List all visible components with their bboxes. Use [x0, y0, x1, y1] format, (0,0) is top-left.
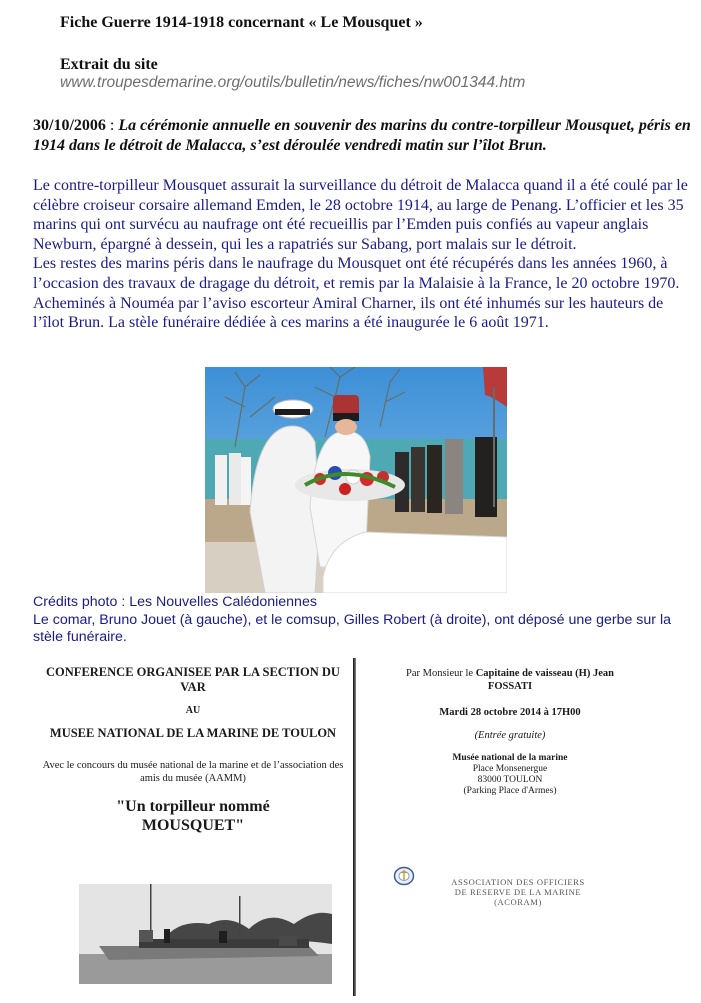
speaker-name: FOSSATI	[487, 681, 533, 692]
flyer-column-divider	[353, 658, 356, 996]
ship-photo-image	[79, 884, 332, 984]
ceremony-photo-image	[205, 367, 507, 593]
body-paragraph-2: Les restes des marins péris dans le naufrage du Mousquet ont été récupérés dans les années 1960, à l’occasion des travaux de dragage du détroit, et remis par la Malaisie à la France, le 20 octobre 1970. Acheminés à Nouméa par l’aviso escorteur Amiral Charner, ils ont été inhumés sur les hauteurs de l’îlot Brun. La stèle funéraire dédiée à ces marins a été inaugurée le 6 août 1971.	[33, 255, 680, 332]
document-title: Fiche Guerre 1914-1918 concernant « Le Mousquet »	[60, 14, 423, 31]
flyer-talk-title-1: "Un torpilleur nommé	[116, 798, 270, 815]
photo-credits: Crédits photo : Les Nouvelles Calédoniennes	[33, 594, 317, 610]
extract-label: Extrait du site	[60, 56, 158, 73]
venue-parking: (Parking Place d'Armes)	[463, 786, 557, 796]
photo-caption	[33, 594, 693, 647]
acoram-line-3: (ACORAM)	[494, 897, 542, 907]
caption-text: Le comar, Bruno Jouet (à gauche), et le comsup, Gilles Robert (à droite), ont déposé une gerbe sur la stèle funéraire.	[33, 611, 672, 645]
lead-paragraph	[33, 116, 693, 156]
flyer-heading-organizer: CONFERENCE ORGANISEE PAR LA SECTION DU VAR	[46, 665, 340, 694]
source-url: www.troupesdemarine.org/outils/bulletin/news/fiches/nw001344.htm	[60, 74, 526, 91]
acoram-logo-icon	[393, 866, 415, 886]
flyer-datetime: Mardi 28 octobre 2014 à 17H00	[439, 707, 581, 718]
venue-city: 83000 TOULON	[477, 775, 543, 785]
venue-name: Musée national de la marine	[452, 753, 568, 763]
flyer-admission: (Entrée gratuite)	[474, 730, 546, 741]
lead-separator: :	[105, 117, 119, 134]
venue-street: Place Monsenergue	[472, 764, 548, 774]
acoram-line-1: ASSOCIATION DES OFFICIERS	[451, 877, 585, 887]
acoram-block	[393, 866, 623, 916]
flyer-speaker	[360, 667, 660, 693]
speaker-rank: Capitaine de vaisseau (H) Jean	[475, 668, 614, 679]
ship-photo	[79, 884, 332, 984]
flyer-left-column	[40, 665, 346, 835]
body-paragraph-1: Le contre-torpilleur Mousquet assurait la surveillance du détroit de Malacca quand il a été coulé par le célèbre croiseur corsaire allemand Emden, le 28 octobre 1914, au large de Penang. L’officier et les 35 marins qui ont survécu au naufrage ont été recueillis par l’Emden puis confiés au vapeur anglais Newburn, épargné à dessein, qui les a rapatriés sur Sabang, port malais sur le détroit.	[33, 177, 688, 253]
speaker-prefix: Par Monsieur le	[406, 668, 476, 679]
article-body	[33, 176, 693, 333]
flyer-heading-venue: MUSEE NATIONAL DE LA MARINE DE TOULON	[49, 726, 337, 740]
acoram-line-2: DE RESERVE DE LA MARINE	[454, 887, 582, 897]
flyer-venue	[360, 753, 660, 797]
flyer-talk-title-2: MOUSQUET"	[141, 817, 245, 834]
acoram-name	[423, 877, 613, 907]
ceremony-photo	[205, 367, 507, 593]
flyer-support: Avec le concours du musée national de la marine et de l’association des amis du musée (AAMM)	[42, 760, 344, 784]
flyer-right-column	[360, 667, 660, 797]
flyer-au: AU	[185, 705, 201, 716]
lead-date: 30/10/2006	[33, 117, 106, 134]
lead-summary: La cérémonie annuelle en souvenir des marins du contre-torpilleur Mousquet, péris en 1914 dans le détroit de Malacca, s’est déroulée vendredi matin sur l’îlot Brun.	[33, 117, 691, 154]
